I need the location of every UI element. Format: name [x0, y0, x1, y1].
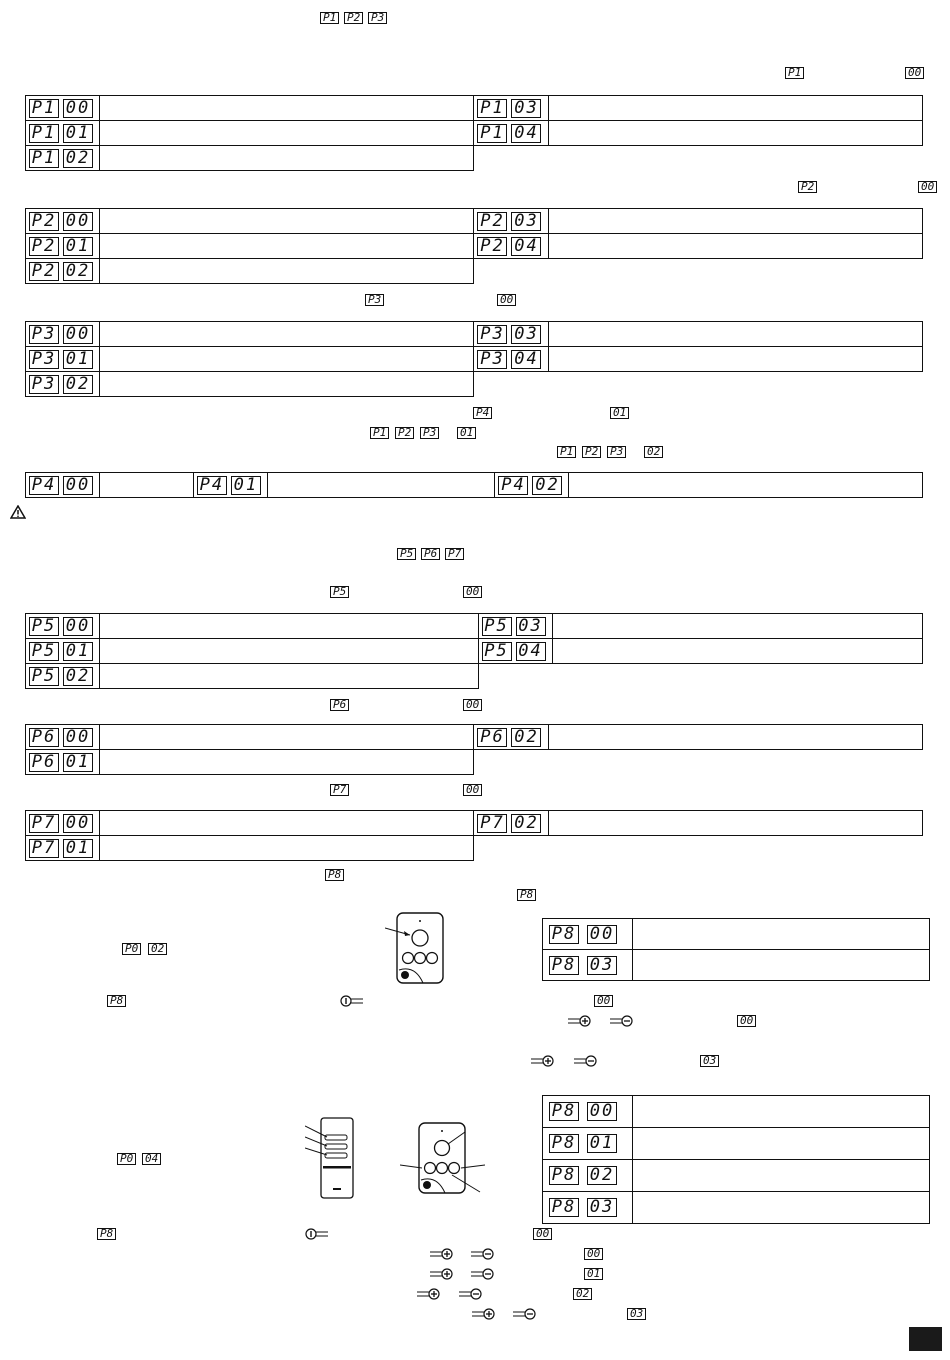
p5-row-value: 00: [63, 617, 93, 636]
mid-code-p6: P6: [421, 548, 440, 560]
keyfob-remote-illustration-b: [400, 1120, 485, 1195]
p8b-label-value: 04: [142, 1153, 161, 1165]
p8a-line3-value: 03: [700, 1055, 719, 1067]
p8a-row-value: 00: [587, 925, 617, 944]
p3-row-value: 04: [511, 350, 541, 369]
p5-row-value: 03: [516, 617, 546, 636]
p1-row-code: P1: [477, 124, 507, 143]
p1-row-value: 01: [63, 124, 93, 143]
p8b-row-code: P8: [549, 1134, 579, 1153]
p5-row-code: P5: [482, 617, 512, 636]
p8b-label-code: P0: [117, 1153, 136, 1165]
p2-row-code: P2: [477, 212, 507, 231]
keyfob-remote-illustration: [385, 910, 450, 985]
p2-row-value: 01: [63, 237, 93, 256]
p2-head-value: 00: [918, 181, 937, 193]
p1-head-value: 00: [905, 67, 924, 79]
p6-row-value: 02: [511, 728, 541, 747]
p3-head-code: P3: [365, 294, 384, 306]
p5-row-code: P5: [29, 642, 59, 661]
page-tab-marker: [909, 1327, 942, 1351]
p3-row-code: P3: [477, 325, 507, 344]
p7-row-code: P7: [29, 839, 59, 858]
mid-code-p5: P5: [397, 548, 416, 560]
p8b-option-value: 02: [573, 1288, 592, 1300]
p2-row-code: P2: [29, 212, 59, 231]
p8b-row-code: P8: [549, 1166, 579, 1185]
plus-button-icon: [417, 1288, 441, 1300]
p4-line3-code2: P2: [582, 446, 601, 458]
p8-head-right: P8: [517, 889, 536, 901]
plus-button-icon: [430, 1248, 454, 1260]
p8b-option-value: 00: [584, 1248, 603, 1260]
minus-button-icon: [459, 1288, 483, 1300]
top-code-p3: P3: [368, 12, 387, 24]
minus-button-icon: [471, 1268, 495, 1280]
p3-row-value: 02: [63, 375, 93, 394]
p1-row-code: P1: [29, 149, 59, 168]
p1-row-value: 04: [511, 124, 541, 143]
p2-table: [25, 208, 923, 284]
p4-line3-value: 02: [644, 446, 663, 458]
p2-row-value: 03: [511, 212, 541, 231]
p7-row-code: P7: [29, 814, 59, 833]
p6-row-code: P6: [477, 728, 507, 747]
p6-head-code: P6: [330, 699, 349, 711]
p3-head-value: 00: [497, 294, 516, 306]
p8b-row-value: 03: [587, 1198, 617, 1217]
program-button-icon: [340, 995, 364, 1007]
p4-line2-code2: P2: [395, 427, 414, 439]
plus-button-icon: [531, 1055, 555, 1067]
p6-table: [25, 724, 923, 775]
p5-head-code: P5: [330, 586, 349, 598]
p2-row-code: P2: [29, 237, 59, 256]
p1-table: [25, 95, 923, 171]
p4-line2-value: 01: [457, 427, 476, 439]
p5-row-value: 04: [516, 642, 546, 661]
minus-button-icon: [513, 1308, 537, 1320]
p4-row-value: 01: [231, 476, 261, 495]
p5-row-code: P5: [29, 667, 59, 686]
p1-row-code: P1: [29, 124, 59, 143]
p8b-row-value: 00: [587, 1102, 617, 1121]
p3-table: [25, 321, 923, 397]
p4-table: [25, 472, 923, 498]
p8b-row-value: 01: [587, 1134, 617, 1153]
p3-row-code: P3: [29, 350, 59, 369]
p4-line1-code: P4: [473, 407, 492, 419]
p4-row-code: P4: [498, 476, 528, 495]
p3-row-code: P3: [477, 350, 507, 369]
p4-row-code: P4: [197, 476, 227, 495]
p8a-label-code: P0: [122, 943, 141, 955]
p7-row-value: 00: [63, 814, 93, 833]
p8a-row-code: P8: [549, 925, 579, 944]
p8b-option-value: 03: [627, 1308, 646, 1320]
p2-row-code: P2: [477, 237, 507, 256]
p7-head-value: 00: [463, 784, 482, 796]
p2-head-code: P2: [798, 181, 817, 193]
p4-line2-code1: P1: [370, 427, 389, 439]
p8a-line1-value: 00: [594, 995, 613, 1007]
p1-row-value: 03: [511, 99, 541, 118]
p5-row-value: 02: [63, 667, 93, 686]
p1-row-code: P1: [477, 99, 507, 118]
p8a-label-value: 02: [148, 943, 167, 955]
p8a-row-code: P8: [549, 956, 579, 975]
p8a-table: [542, 918, 930, 981]
program-button-icon: [305, 1228, 329, 1240]
p1-head-code: P1: [785, 67, 804, 79]
p8a-line1-code: P8: [107, 995, 126, 1007]
p4-row-value: 00: [63, 476, 93, 495]
p8b-row-code: P8: [549, 1198, 579, 1217]
p5-row-code: P5: [482, 642, 512, 661]
p5-row-code: P5: [29, 617, 59, 636]
p4-line3-code1: P1: [557, 446, 576, 458]
p8b-row-code: P8: [549, 1102, 579, 1121]
top-code-p1: P1: [320, 12, 339, 24]
p5-head-value: 00: [463, 586, 482, 598]
p8b-line1-code: P8: [97, 1228, 116, 1240]
p8b-line1-value: 00: [533, 1228, 552, 1240]
p7-row-code: P7: [477, 814, 507, 833]
p3-row-value: 01: [63, 350, 93, 369]
p2-row-code: P2: [29, 262, 59, 281]
p4-line1-value: 01: [610, 407, 629, 419]
p8b-option-value: 01: [584, 1268, 603, 1280]
p7-table: [25, 810, 923, 861]
p3-row-value: 00: [63, 325, 93, 344]
p4-row-value: 02: [532, 476, 562, 495]
p8a-row-value: 03: [587, 956, 617, 975]
p7-row-value: 02: [511, 814, 541, 833]
p8b-table: [542, 1095, 930, 1224]
plus-button-icon: [472, 1308, 496, 1320]
p3-row-code: P3: [29, 375, 59, 394]
p1-row-value: 02: [63, 149, 93, 168]
minus-button-icon: [610, 1015, 634, 1027]
p4-row-code: P4: [29, 476, 59, 495]
p4-line3-code3: P3: [607, 446, 626, 458]
p4-line2-code3: P3: [420, 427, 439, 439]
p2-row-value: 00: [63, 212, 93, 231]
handheld-remote-illustration: [305, 1115, 355, 1200]
p7-head-code: P7: [330, 784, 349, 796]
p8b-row-value: 02: [587, 1166, 617, 1185]
top-code-p2: P2: [344, 12, 363, 24]
warning-icon: [10, 505, 26, 519]
minus-button-icon: [471, 1248, 495, 1260]
p8-head-left: P8: [325, 869, 344, 881]
plus-button-icon: [568, 1015, 592, 1027]
p6-row-value: 01: [63, 753, 93, 772]
p1-row-code: P1: [29, 99, 59, 118]
p3-row-value: 03: [511, 325, 541, 344]
p1-row-value: 00: [63, 99, 93, 118]
p2-row-value: 02: [63, 262, 93, 281]
p6-head-value: 00: [463, 699, 482, 711]
p6-row-value: 00: [63, 728, 93, 747]
p6-row-code: P6: [29, 753, 59, 772]
mid-code-p7: P7: [445, 548, 464, 560]
plus-button-icon: [430, 1268, 454, 1280]
p3-row-code: P3: [29, 325, 59, 344]
p7-row-value: 01: [63, 839, 93, 858]
p2-row-value: 04: [511, 237, 541, 256]
p5-table: [25, 613, 923, 689]
p5-row-value: 01: [63, 642, 93, 661]
p6-row-code: P6: [29, 728, 59, 747]
p8a-line2-value: 00: [737, 1015, 756, 1027]
minus-button-icon: [574, 1055, 598, 1067]
